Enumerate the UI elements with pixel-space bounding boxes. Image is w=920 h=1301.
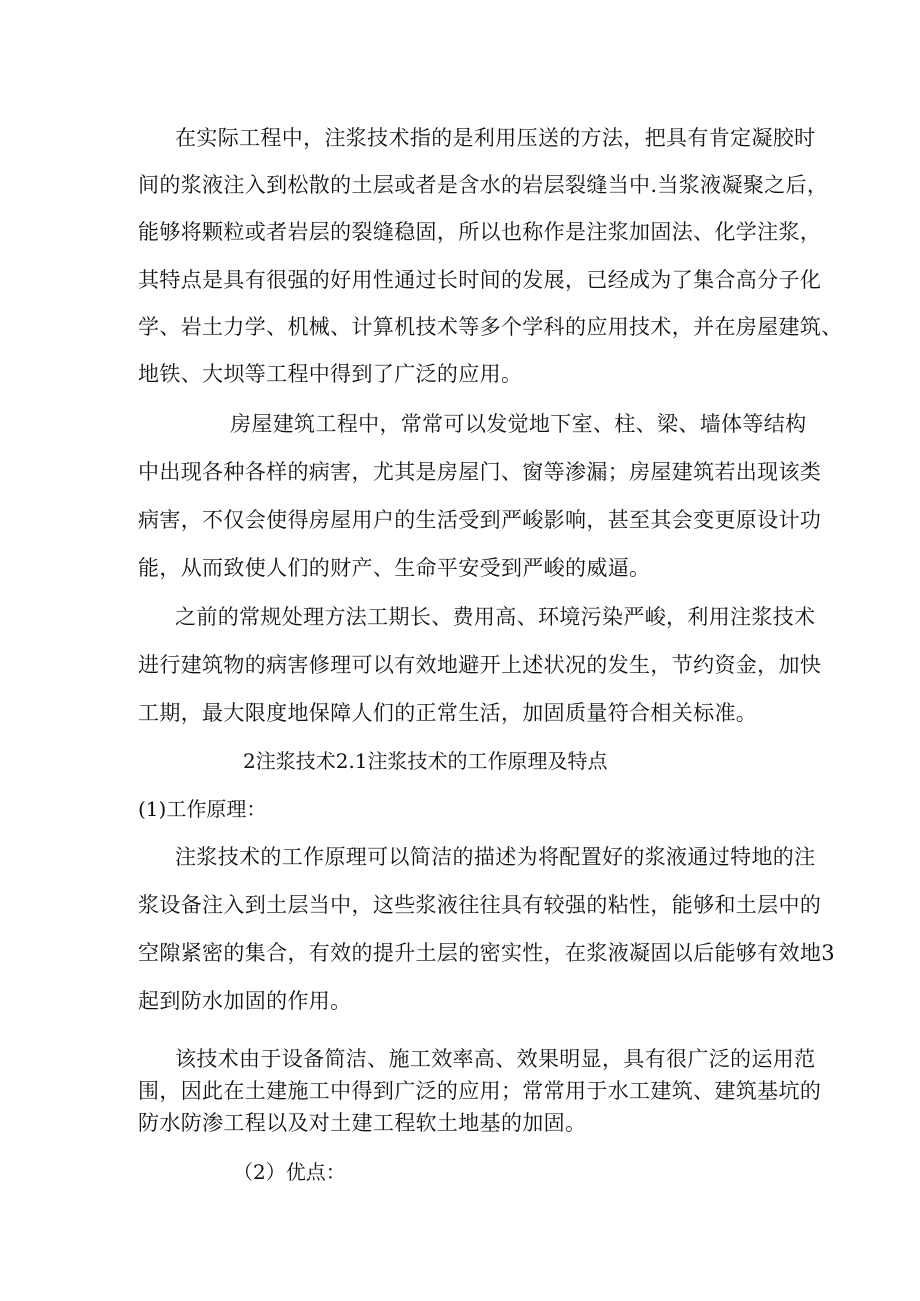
text-line: 起到防水加固的作用。: [138, 989, 352, 1013]
text-line: 该技术由于设备简洁、施工效率高、效果明显，具有很广泛的运用范: [175, 1047, 816, 1071]
text-line: 注浆技术的工作原理可以简洁的描述为将配置好的浆液通过特地的注: [175, 845, 816, 869]
subheading-working-principle: (1)工作原理：: [138, 797, 267, 821]
text-line: 其特点是具有很强的好用性通过长时间的发展，已经成为了集合高分子化: [138, 268, 822, 292]
text-line: 能够将颗粒或者岩层的裂缝稳固，所以也称作是注浆加固法、化学注浆，: [138, 220, 822, 244]
text-line: 病害，不仅会使得房屋用户的生活受到严峻影响，甚至其会变更原设计功: [138, 508, 822, 532]
text-line: 空隙紧密的集合，有效的提升土层的密实性，在浆液凝固以后能够有效地3: [138, 941, 835, 965]
text-line: 间的浆液注入到松散的土层或者是含水的岩层裂缝当中.当浆液凝聚之后，: [138, 173, 829, 197]
section-heading: 2注浆技术2.1注浆技术的工作原理及特点: [243, 749, 608, 773]
text-line: 工期，最大限度地保障人们的正常生活，加固质量符合相关标准。: [138, 701, 758, 725]
text-line: 围，因此在土建施工中得到广泛的应用；常常用于水工建筑、建筑基坑的: [138, 1079, 822, 1103]
text-line: 在实际工程中，注浆技术指的是利用压送的方法，把具有肯定凝胶时: [175, 126, 816, 150]
text-line: 之前的常规处理方法工期长、费用高、环境污染严峻，利用注浆技术: [175, 605, 816, 629]
text-line: 中出现各种各样的病害，尤其是房屋门、窗等渗漏；房屋建筑若出现该类: [138, 460, 822, 484]
text-line: 学、岩土力学、机械、计算机技术等多个学科的应用技术，并在房屋建筑、: [138, 315, 843, 339]
text-line: 房屋建筑工程中，常常可以发觉地下室、柱、梁、墙体等结构: [230, 412, 807, 436]
text-line: 能，从而致使人们的财产、生命平安受到严峻的威逼。: [138, 556, 651, 580]
text-line: 进行建筑物的病害修理可以有效地避开上述状况的发生，节约资金，加快: [138, 653, 822, 677]
text-line: 防水防渗工程以及对土建工程软土地基的加固。: [138, 1111, 587, 1135]
text-line: 浆设备注入到土层当中，这些浆液往往具有较强的粘性，能够和土层中的: [138, 893, 822, 917]
subheading-advantages: （2）优点：: [233, 1160, 346, 1184]
text-line: 地铁、大坝等工程中得到了广泛的应用。: [138, 362, 523, 386]
